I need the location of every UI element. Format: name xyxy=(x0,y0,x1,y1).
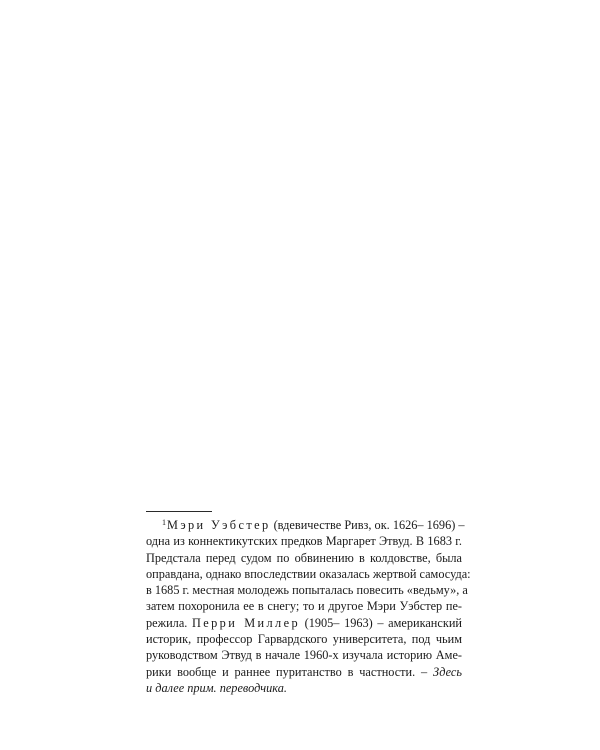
footnote-line-1 xyxy=(146,517,465,533)
footnote-line-9: руководством Этвуд в начале 1960-х изучала историю Аме- xyxy=(146,648,462,663)
footnote-text: (1905– 1963) – американский xyxy=(300,615,462,630)
footnote-line-6: затем похоронила ее в снегу; то и другое Мэри Уэбстер пе- xyxy=(146,599,462,614)
footnote-line-8: историк, профессор Гарвардского университета, под чьим xyxy=(146,632,462,647)
footnote-line-2: одна из коннектикутских предков Маргарет Этвуд. В 1683 г. xyxy=(146,534,462,549)
footnote-line-10 xyxy=(146,664,462,680)
footnote xyxy=(146,517,471,696)
footnote-marker: 1 xyxy=(162,518,166,527)
footnote-italic-text: и далее прим. переводчика. xyxy=(146,680,287,695)
footnote-italic-text: Здесь xyxy=(433,664,462,679)
footnote-text: режила. xyxy=(146,615,192,630)
footnote-line-7 xyxy=(146,615,462,631)
footnote-line-4: оправдана, однако впоследствии оказалась жертвой самосуда: xyxy=(146,566,471,581)
footnote-person-name: Перри Миллер xyxy=(191,615,300,630)
footnote-line-11 xyxy=(146,680,462,696)
footnote-separator-line xyxy=(146,511,212,512)
footnote-line-3: Предстала перед судом по обвинению в колдовстве, была xyxy=(146,550,462,565)
footnote-text: (вдевичестве Ривз, ок. 1626– 1696) – xyxy=(270,518,465,532)
footnote-person-name: Мэри Уэбстер xyxy=(167,518,271,532)
footnote-line-5: в 1685 г. местная молодежь попыталась повесить «ведьму», а xyxy=(146,583,468,598)
footnote-text: рики вообще и раннее пуританство в частности. – xyxy=(146,664,434,679)
